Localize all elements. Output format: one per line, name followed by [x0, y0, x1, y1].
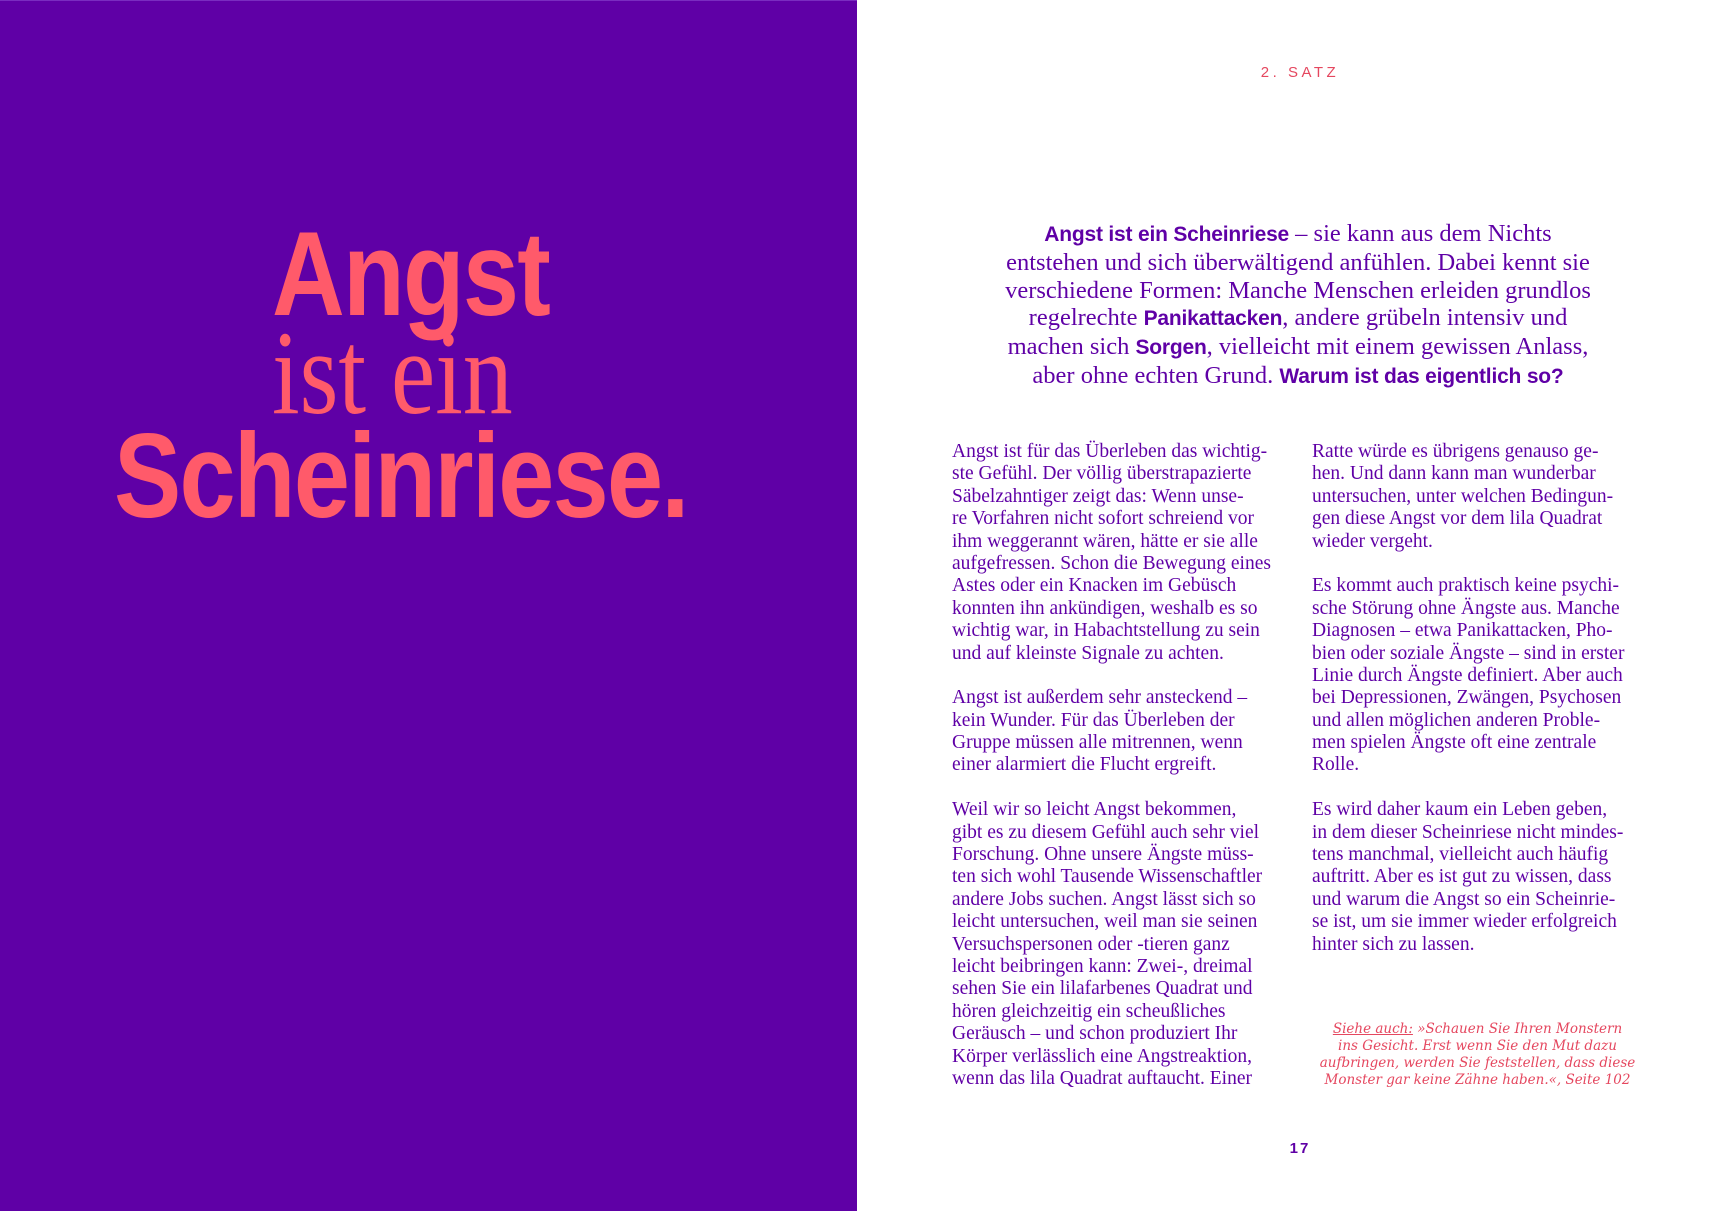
see-also-label: Siehe auch:	[1332, 1021, 1413, 1037]
body-line: konnten ihn ankündigen, weshalb es so	[952, 597, 1258, 619]
body-line: Astes oder ein Knacken im Gebüsch	[952, 575, 1237, 597]
body-line: sche Störung ohne Ängste aus. Manche	[1312, 597, 1620, 619]
body-line: wieder vergeht.	[1312, 530, 1433, 552]
body-line: kein Wunder. Für das Überleben der	[952, 709, 1235, 731]
body-line: und warum die Angst so ein Scheinrie-	[1312, 888, 1616, 910]
intro-line	[958, 249, 1638, 277]
body-line: in dem dieser Scheinriese nicht mindes-	[1312, 821, 1624, 843]
body-line: untersuchen, unter welchen Bedingun-	[1312, 485, 1614, 507]
note-line-3: aufbringen, werden Sie feststellen, dass diese	[1319, 1055, 1636, 1071]
body-line: ten sich wohl Tausende Wissenschaftler	[952, 866, 1263, 888]
body-line: wenn das lila Quadrat auftaucht. Einer	[952, 1067, 1252, 1089]
intro-text: regelrechte	[1028, 304, 1144, 332]
chapter-label: 2. SATZ	[1260, 64, 1340, 81]
intro-paragraph	[958, 220, 1638, 391]
chapter-headline	[0, 1, 857, 1212]
body-line: Linie durch Ängste definiert. Aber auch	[1312, 664, 1623, 686]
body-line: tens manchmal, vielleicht auch häufig	[1312, 844, 1609, 866]
intro-text: , vielleicht mit einem gewissen Anlass,	[1206, 333, 1589, 361]
body-line: Körper verlässlich eine Angstreaktion,	[952, 1045, 1252, 1067]
body-line: und auf kleinste Signale zu achten.	[952, 642, 1224, 664]
note-quote-start: »Schauen Sie Ihren Monstern	[1412, 1021, 1623, 1037]
body-line: se ist, um sie immer wieder erfolgreich	[1312, 911, 1617, 933]
body-line: Gruppe müssen alle mitrennen, wenn	[952, 732, 1243, 754]
body-line: Ratte würde es übrigens genauso ge-	[1312, 441, 1599, 462]
body-line: Geräusch – und schon produziert Ihr	[952, 1023, 1238, 1045]
body-line: aufgefressen. Schon die Bewegung eines	[952, 552, 1271, 574]
left-page	[0, 0, 857, 1211]
body-line: bien oder soziale Ängste – sind in erster	[1312, 642, 1625, 664]
intro-emphasis: Warum ist das eigentlich so?	[1279, 364, 1564, 388]
body-column-right	[1312, 441, 1657, 956]
body-line: Es kommt auch praktisch keine psychi-	[1312, 575, 1620, 597]
intro-line	[958, 277, 1638, 305]
body-column-left	[952, 441, 1297, 1090]
intro-line	[958, 362, 1638, 391]
intro-emphasis: Panikattacken	[1143, 307, 1283, 331]
body-line: Versuchspersonen oder -tieren ganz	[952, 933, 1230, 955]
page-number: 17	[1289, 1140, 1311, 1157]
note-line-4: Monster gar keine Zähne haben.«, Seite 102	[1324, 1072, 1631, 1088]
body-line: leicht beibringen kann: Zwei-, dreimal	[952, 955, 1253, 977]
body-line: hören gleichzeitig ein scheußliches	[952, 1000, 1226, 1022]
headline-line-2: ist ein	[272, 306, 513, 439]
body-line: bei Depressionen, Zwängen, Psychosen	[1312, 687, 1622, 709]
intro-text: aber ohne echten Grund.	[1032, 361, 1280, 389]
intro-text: verschiedene Formen: Manche Menschen erleiden grundlos	[1005, 276, 1591, 304]
body-line: men spielen Ängste oft eine zentrale	[1312, 732, 1597, 754]
body-line: Weil wir so leicht Angst bekommen,	[952, 799, 1237, 821]
body-line: Säbelzahntiger zeigt das: Wenn unse-	[952, 485, 1244, 507]
intro-emphasis: Sorgen	[1135, 336, 1207, 360]
see-also-note	[1310, 1021, 1645, 1089]
body-line: gibt es zu diesem Gefühl auch sehr viel	[952, 821, 1260, 843]
intro-text: machen sich	[1007, 333, 1136, 361]
paragraph-break	[952, 665, 1297, 687]
intro-text: entstehen und sich überwältigend anfühlen. Dabei kennt sie	[1006, 248, 1590, 276]
body-line: sehen Sie ein lilafarbenes Quadrat und	[952, 978, 1253, 1000]
body-line: leicht untersuchen, weil man sie seinen	[952, 911, 1258, 933]
intro-line	[958, 304, 1638, 333]
body-line: ste Gefühl. Der völlig überstrapazierte	[952, 463, 1252, 485]
body-line: und allen möglichen anderen Proble-	[1312, 709, 1601, 731]
note-line-2: ins Gesicht. Erst wenn Sie den Mut dazu	[1338, 1038, 1617, 1054]
body-line: Forschung. Ohne unsere Ängste müss-	[952, 844, 1254, 866]
body-line: re Vorfahren nicht sofort schreiend vor	[952, 508, 1254, 530]
intro-text: – sie kann aus dem Nichts	[1289, 220, 1552, 247]
body-line: Angst ist für das Überleben das wichtig-	[952, 441, 1268, 462]
paragraph-break	[1312, 777, 1657, 799]
intro-line	[958, 220, 1638, 249]
note-line-1	[1310, 1021, 1645, 1038]
intro-emphasis: Angst ist ein Scheinriese	[1044, 223, 1290, 246]
headline-line-3: Scheinriese.	[114, 409, 688, 543]
paragraph-break	[1312, 553, 1657, 575]
body-line: andere Jobs suchen. Angst lässt sich so	[952, 888, 1256, 910]
body-line: Es wird daher kaum ein Leben geben,	[1312, 799, 1608, 821]
headline-line-1: Angst	[272, 207, 550, 341]
body-line: wichtig war, in Habachtstellung zu sein	[952, 620, 1260, 642]
body-line: gen diese Angst vor dem lila Quadrat	[1312, 508, 1603, 530]
intro-text: , andere grübeln intensiv und	[1282, 304, 1568, 332]
body-line: hinter sich zu lassen.	[1312, 933, 1475, 955]
body-line: Rolle.	[1312, 754, 1360, 776]
body-line: Diagnosen – etwa Panikattacken, Pho-	[1312, 620, 1613, 642]
body-line: hen. Und dann kann man wunderbar	[1312, 463, 1596, 485]
body-line: auftritt. Aber es ist gut zu wissen, dass	[1312, 866, 1612, 888]
body-line: Angst ist außerdem sehr ansteckend –	[952, 687, 1248, 709]
intro-line	[958, 333, 1638, 362]
paragraph-break	[952, 777, 1297, 799]
body-line: einer alarmiert die Flucht ergreift.	[952, 754, 1217, 776]
body-line: ihm weggerannt wären, hätte er sie alle	[952, 530, 1258, 552]
